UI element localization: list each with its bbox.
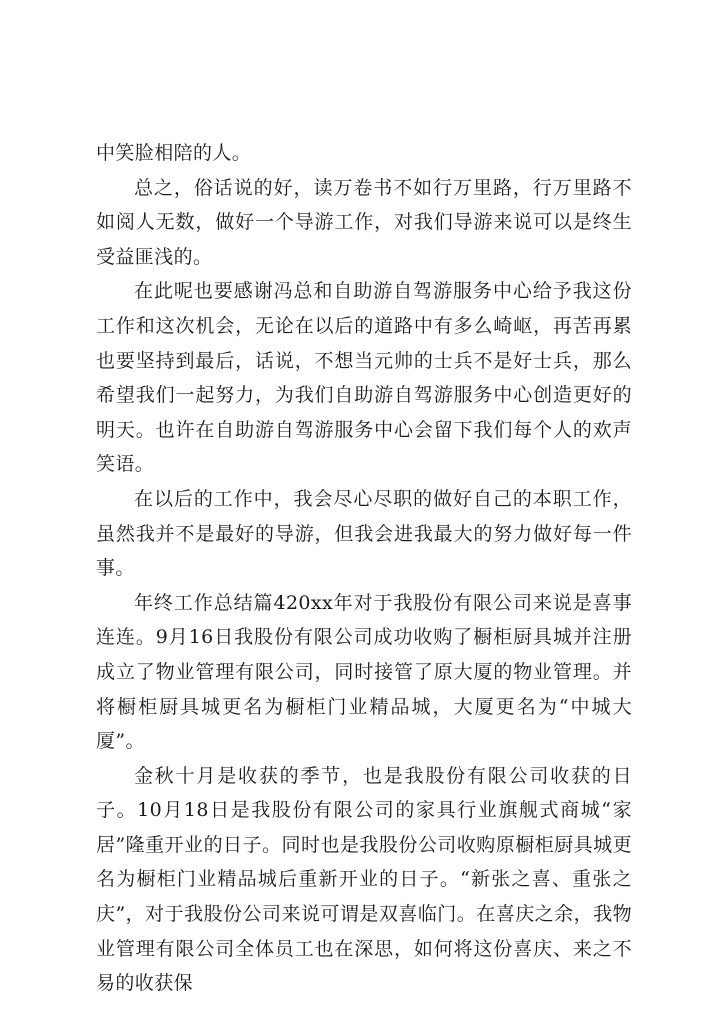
paragraph: 总之，俗话说的好，读万卷书不如行万里路，行万里路不如阅人无数，做好一个导游工作，对我们导游来说可以是终生受益匪浅的。 [96,176,632,268]
paragraph-continuation: 中笑脸相陪的人。 [96,142,252,164]
paragraph: 金秋十月是收获的季节，也是我股份有限公司收获的日子。10月18日是我股份有限公司的家具行业旗舰式商城“家居”隆重开业的日子。同时也是我股份公司收购原橱柜厨具城更名为橱柜门业精品城后重新开业的日子。“新张之喜、重张之庆”，对于我股份公司来说可谓是双喜临门。在喜庆之余，我物业管理有限公司全体员工也在深思，如何将这份喜庆、来之不易的收获保 [96,764,632,995]
paragraph: 在以后的工作中，我会尽心尽职的做好自己的本职工作，虽然我并不是最好的导游，但我会进我最大的努力做好每一件事。 [96,487,632,580]
document-body [96,136,632,1001]
paragraph: 年终工作总结篇420xx年对于我股份有限公司来说是喜事连连。9月16日我股份有限公司成功收购了橱柜厨具城并注册成立了物业管理有限公司，同时接管了原大厦的物业管理。并将橱柜厨具城更名为橱柜门业精品城，大厦更名为“中城大厦”。 [96,591,632,753]
paragraph: 在此呢也要感谢冯总和自助游自驾游服务中心给予我这份工作和这次机会，无论在以后的道路中有多么崎岖，再苦再累也要坚持到最后，话说，不想当元帅的士兵不是好士兵，那么希望我们一起努力，为我们自助游自驾游服务中心创造更好的明天。也许在自助游自驾游服务中心会留下我们每个人的欢声笑语。 [96,280,632,476]
